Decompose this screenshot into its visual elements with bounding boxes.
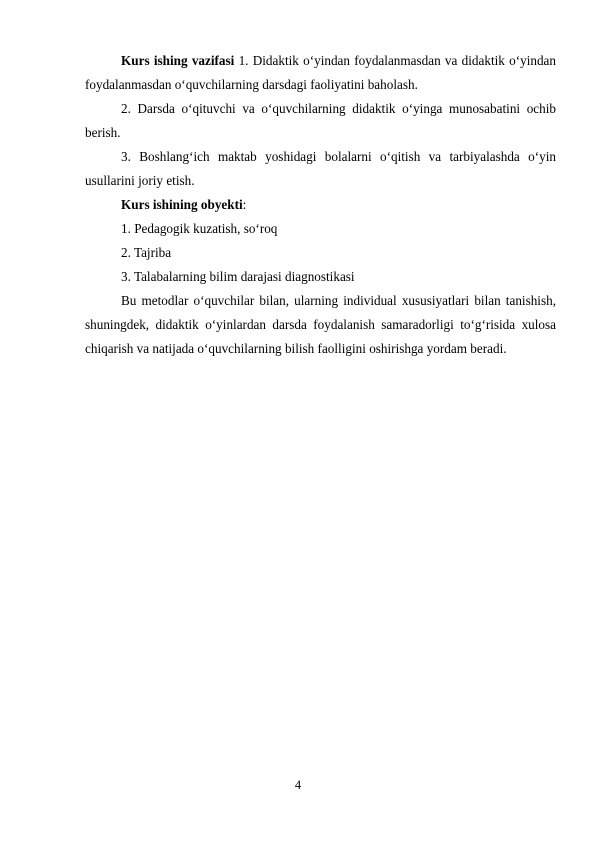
object-heading-colon: : xyxy=(242,197,247,212)
task-item-3: 3. Boshlang‘ich maktab yoshidagi bolalarni o‘qitish va tarbiyalashda o‘yin usullarini joriy etish. xyxy=(85,149,556,188)
methods-paragraph xyxy=(85,289,556,361)
task-item-1: 1. Didaktik o‘yindan foydalanmasdan va didaktik o‘yindan foydalanmasdan o‘quvchilarning darsdagi faoliyatini baholash. xyxy=(85,53,556,92)
object-item-2: 2. Tajriba xyxy=(121,245,172,260)
document-body xyxy=(85,49,556,361)
task-paragraph xyxy=(85,49,556,97)
object-item-3: 3. Talabalarning bilim darajasi diagnostikasi xyxy=(121,269,355,284)
object-item-paragraph-2 xyxy=(85,241,556,265)
object-heading: Kurs ishining obyekti xyxy=(121,197,243,212)
page-number: 4 xyxy=(294,778,302,792)
task-item-2: 2. Darsda o‘qituvchi va o‘quvchilarning didaktik o‘yinga munosabatini ochib berish. xyxy=(85,101,556,140)
object-item-paragraph-3 xyxy=(85,265,556,289)
object-heading-paragraph xyxy=(85,193,556,217)
task-heading: Kurs ishing vazifasi xyxy=(121,53,235,68)
object-item-paragraph-1 xyxy=(85,217,556,241)
task-paragraph-2 xyxy=(85,97,556,145)
task-paragraph-3 xyxy=(85,145,556,193)
object-item-1: 1. Pedagogik kuzatish, so‘roq xyxy=(121,221,278,236)
methods-text: Bu metodlar o‘quvchilar bilan, ularning individual xususiyatlari bilan tanishish, shuningdek, didaktik o‘yinlardan darsda foydalanish samaradorligi to‘g‘risida xulosa chiqarish va natijada o‘quvchilarning bilish faolligini oshirishga yordam beradi. xyxy=(85,293,556,356)
